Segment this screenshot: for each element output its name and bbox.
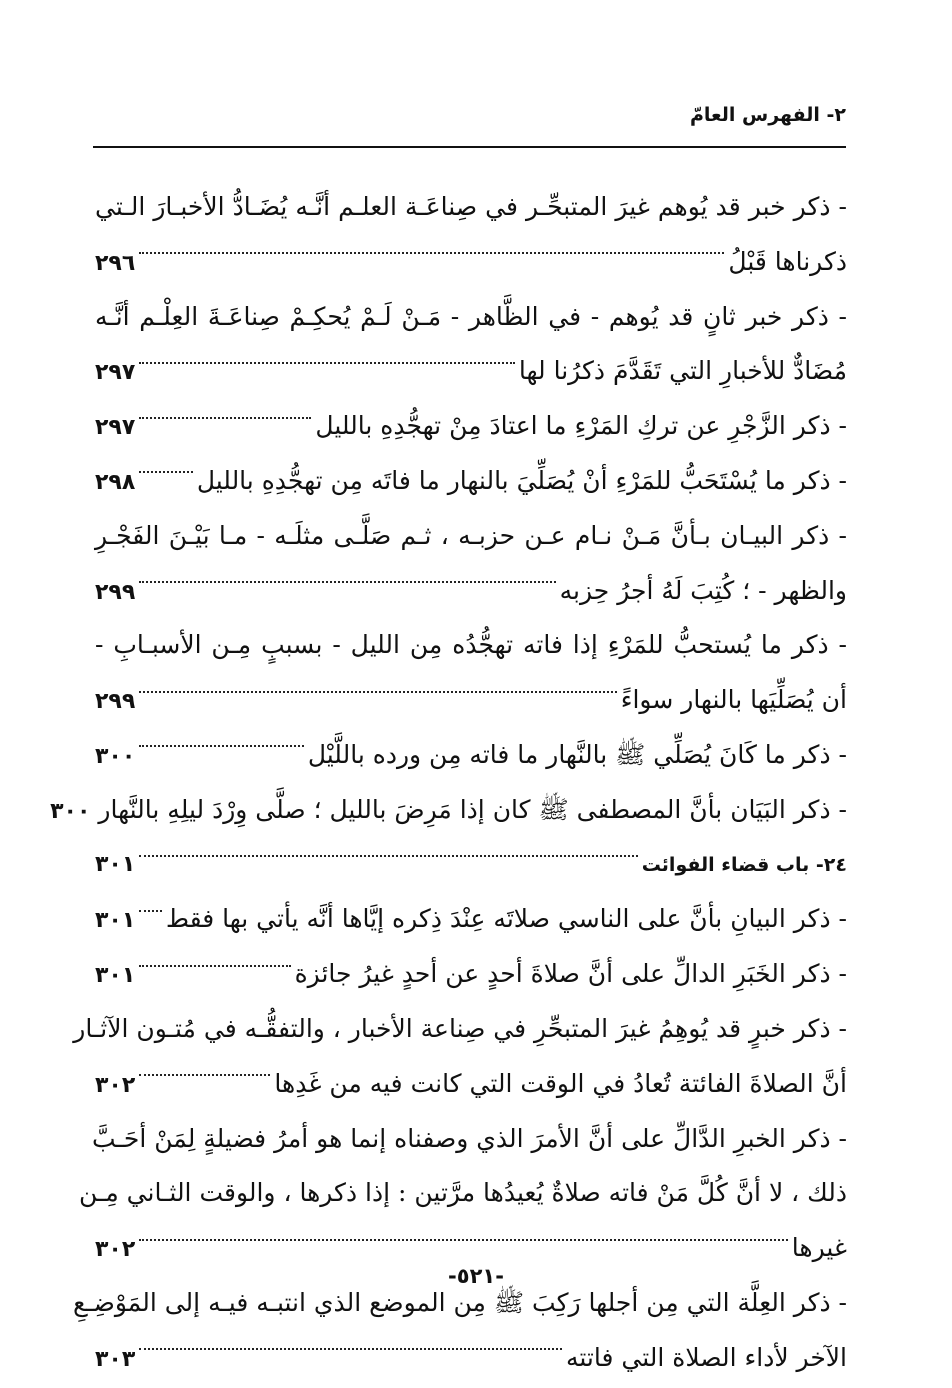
page-reference: ٣٠٣	[95, 1346, 136, 1372]
entry-text-line: - ذكر ما يُستحبُّ للمَرْءِ إذا فاته تهجُّدُه مِن الليل - بسببٍ مِـن الأسبـابِ -	[95, 630, 847, 660]
entry-text-line: - ذكر الخبرِ الدَّالِّ على أنَّ الأمرَ الذي وصفناه إنما هو أمرُ فضيلةٍ لِمَنْ أحَـبَّ	[92, 1123, 847, 1153]
entry-text-line: - ذكر خبر قد يُوهم غيرَ المتبحِّـر في صِناعَـة العلـم أنَّـه يُضَـادُّ الأخبـارَ الـتي	[95, 192, 847, 221]
running-head-title: ٢- الفهرس العامّ	[689, 104, 846, 126]
entry-text-line: - ذكر خبر ثانٍ قد يُوهم - في الظَّاهر - مَـنْ لَـمْ يُحكِـمْ صِناعَـةَ العِلْـم أنَّـه	[95, 301, 847, 331]
index-entry	[50, 783, 847, 838]
entry-final-line	[95, 892, 847, 947]
entry-text-tail: غيرها	[791, 1233, 847, 1263]
entry-text-tail: أن يُصَلِّيَها بالنهار سواءً	[620, 685, 847, 715]
page-reference: ٣٠١	[95, 963, 136, 989]
dot-leader	[139, 745, 304, 747]
page-reference: ٣٠٠	[95, 743, 136, 769]
entry-text-tail: - ذكر الخَبَرِ الدالِّ على أنَّ صلاةَ أحدٍ عن أحدٍ غيرُ جائزة	[294, 959, 847, 989]
entry-text-tail: الآخر لأداء الصلاة التي فاتته	[565, 1342, 847, 1372]
entry-text-tail: أنَّ الصلاةَ الفائتة تُعادُ في الوقت التي كانت فيه من غَدِها	[274, 1068, 847, 1098]
dot-leader	[139, 965, 290, 967]
dot-leader	[139, 252, 724, 254]
index-entry	[95, 728, 847, 783]
index-entry	[95, 290, 847, 400]
page-reference: ٣٠١	[95, 851, 136, 877]
page-reference: ٢٩٧	[95, 415, 136, 441]
index-entry	[78, 1112, 847, 1276]
entry-text-line: ذلك ، لا أنَّ كُلَّ مَنْ فاته صلاةٌ يُعيدُها مرَّتين : إذا ذكرها ، والوقت الثـاني مِـن	[78, 1178, 847, 1208]
page-number: -٥٢١-	[448, 1264, 504, 1288]
page-reference: ٢٩٧	[95, 360, 136, 386]
entry-final-line	[95, 344, 847, 399]
dot-leader	[139, 1239, 787, 1241]
entry-text-tail: ذكرناها قَبْلُ	[728, 246, 847, 276]
entry-text-tail: - ذكر البيانِ بأنَّ على الناسي صلاتَه عِنْدَ ذِكره إيَّاها أنَّه يأتي بها فقط	[165, 904, 847, 934]
dot-leader	[139, 362, 515, 364]
entry-final-line	[95, 838, 847, 893]
dot-leader	[139, 910, 162, 912]
entry-text-tail: - ذكر البَيَان بأنَّ المصطفى ﷺ كان إذا مَرِضَ بالليل ؛ صلَّى وِرْدَ ليلِهِ بالنَّهار	[98, 794, 847, 824]
entry-final-line	[95, 728, 847, 783]
entry-text-tail: مُضَادٌّ للأخبارِ التي تَقَدَّمَ ذكرُنا لها	[518, 356, 847, 386]
dot-leader	[139, 581, 555, 583]
dot-leader	[139, 417, 311, 419]
page-reference: ٣٠١	[95, 908, 136, 934]
index-entry	[95, 399, 847, 454]
entry-final-line	[95, 1057, 847, 1112]
page-reference: ٢٩٩	[95, 689, 136, 715]
index-entry	[72, 1276, 847, 1386]
page-reference: ٢٩٦	[95, 250, 136, 276]
index-entry	[95, 180, 847, 290]
chapter-heading-entry	[95, 838, 847, 893]
chapter-title: ٢٤- باب قضاء الفوائت	[641, 853, 847, 876]
index-entry	[73, 1002, 847, 1112]
entry-final-line	[95, 235, 847, 290]
entry-final-line	[50, 783, 847, 838]
entry-final-line	[95, 399, 847, 454]
dot-leader	[139, 691, 616, 693]
page-reference: ٢٩٨	[95, 469, 136, 495]
dot-leader	[139, 471, 193, 473]
index-entries-list	[50, 180, 847, 1386]
index-entry	[95, 454, 847, 509]
index-entry	[95, 892, 847, 947]
dot-leader	[139, 1074, 270, 1076]
entry-text-tail: - ذكر ما كَانَ يُصَلِّي ﷺ بالنَّهار ما فاته مِن ورده باللَّيْل	[307, 739, 847, 769]
header-rule	[93, 146, 846, 148]
entry-text-line: - ذكر البيـان بـأنَّ مَـنْ نـام عـن حزبـه ، ثـم صَلَّـى مثلَـه - مـا بَيْـنَ الفَجْـرِ	[95, 520, 847, 550]
page-reference: ٣٠٢	[95, 1072, 136, 1098]
page-reference: ٣٠٢	[95, 1237, 136, 1263]
page-reference: ٣٠٠	[50, 798, 91, 824]
entry-text-line: - ذكر خبرٍ قد يُوهِمُ غيرَ المتبحِّرِ في صِناعة الأخبار ، والتفقُّـه في مُتـون الآثـار	[73, 1013, 847, 1043]
entry-final-line	[95, 454, 847, 509]
entry-final-line	[95, 947, 847, 1002]
page-reference: ٢٩٩	[95, 579, 136, 605]
index-entry	[95, 947, 847, 1002]
entry-final-line	[95, 1331, 847, 1386]
entry-text-tail: - ذكر ما يُسْتَحَبُّ للمَرْءِ أنْ يُصَلِّيَ بالنهار ما فاتَه مِن تهجُّدِهِ بالليل	[196, 465, 847, 495]
entry-final-line	[95, 564, 847, 619]
dot-leader	[139, 855, 637, 857]
entry-text-line: - ذكر العِلَّة التي مِن أجلها رَكِبَ ﷺ مِن الموضع الذي انتبـه فيـه إلى المَوْضِـعِ	[72, 1287, 847, 1317]
dot-leader	[139, 1348, 562, 1350]
index-entry	[95, 509, 847, 619]
index-entry	[95, 618, 847, 728]
entry-text-tail: - ذكر الزَّجْرِ عن تركِ المَرْءِ ما اعتادَ مِنْ تهجُّدِهِ بالليل	[315, 411, 847, 441]
entry-final-line	[95, 673, 847, 728]
entry-text-tail: والظهر - ؛ كُتِبَ لَهُ أجرُ حِزبه	[559, 575, 847, 605]
